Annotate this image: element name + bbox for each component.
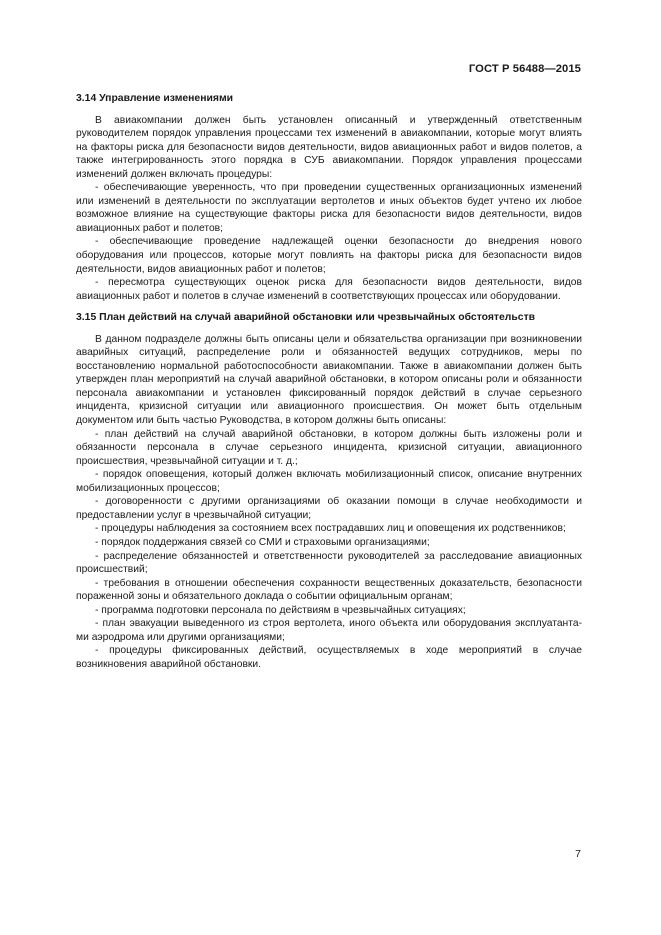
section-title: 3.14 Управление изменениями	[76, 93, 234, 104]
paragraph: В авиакомпании должен быть установлен описанный и утвержденный ответственным руководителем порядок управления процессами тех изменений в авиакомпании, которые могут влиять на факторы риска для безопасности видов деятельности, видов авиационных работ и видов полетов, а также интегрированность этого порядка в СУБ авиакомпании. Порядок управления процессами изменений должен включать процедуры:	[76, 114, 582, 180]
list-item: - требования в отношении обеспечения сохранности вещественных доказательств, безопасности пораженной зоны и обязательного доклада о событии официальным органам;	[76, 577, 582, 603]
document-body	[76, 92, 582, 671]
list-item: - распределение обязанностей и ответственности руководителей за расследование авиационных происшествий;	[76, 550, 582, 576]
list-item: - пересмотра существующих оценок риска для безопасности видов деятельности, видов авиационных работ и полетов в случае изменений в соответствующих процессах или оборудовании.	[76, 277, 582, 302]
section-title: 3.15 План действий на случай аварийной обстановки или чрезвычайных обстоятельств	[76, 312, 536, 324]
list-item: - план эвакуации выведенного из строя вертолета, иного объекта или оборудования эксплуатанта-ми аэродрома или другими организациями;	[76, 618, 582, 643]
list-item: - процедуры наблюдения за состоянием всех пострадавших лиц и оповещения их родственников;	[95, 523, 566, 535]
list-item: - план действий на случай аварийной обстановки, в котором должны быть изложены роли и обязанности персонала в случае серьезного инцидента, кризисной ситуации, авиационного происшествия, чрезвычайной ситуации и т. д.;	[76, 428, 582, 467]
list-item: - порядок поддержания связей со СМИ и страховыми организациями;	[95, 536, 430, 548]
page-number: 7	[575, 848, 581, 860]
list-item: - обеспечивающие проведение надлежащей оценки безопасности до внедрения нового оборудования или процессов, которые могут повлиять на факторы риска для безопасности видов деятельности, видов авиационных работ и полетов;	[76, 236, 582, 275]
section-emergency-plan	[76, 311, 582, 671]
standard-designation: ГОСТ Р 56488—2015	[468, 63, 581, 75]
section-change-management	[76, 92, 582, 303]
list-item: - договоренности с другими организациями об оказании помощи в случае необходимости и предоставлении услуг в чрезвычайной ситуации;	[76, 496, 582, 521]
list-item: - программа подготовки персонала по действиям в чрезвычайных ситуациях;	[95, 604, 466, 616]
list-item: - процедуры фиксированных действий, осуществляемых в ходе мероприятий в случае возникновения аварийной обстановки.	[76, 645, 582, 670]
list-item: - обеспечивающие уверенность, что при проведении существенных организационных изменений или изменений в деятельности по эксплуатации вертолетов и иных объектов будет учтено их любое возможное влияние на существующие факторы риска для безопасности видов деятельности, видов авиационных работ и полетов;	[76, 182, 582, 234]
paragraph: В данном подразделе должны быть описаны цели и обязательства организации при возникновении аварийных ситуаций, распределение роли и обязанностей ведущих сотрудников, меры по восстановлению нормальной работоспособности авиакомпании. Также в авиакомпании должен быть утвержден план мероприятий на случай аварийной обстановки, в котором описаны роли и обязанности персонала авиакомпании и установлен фиксированный порядок действий в случае серьезного инцидента, кризисной ситуации или авиационного происшествия. Он может быть отдельным документом или быть частью Руководства, в котором должны быть описаны:	[76, 333, 582, 427]
list-item: - порядок оповещения, который должен включать мобилизационный список, описание внутренних мобилизационных процессов;	[76, 469, 582, 494]
